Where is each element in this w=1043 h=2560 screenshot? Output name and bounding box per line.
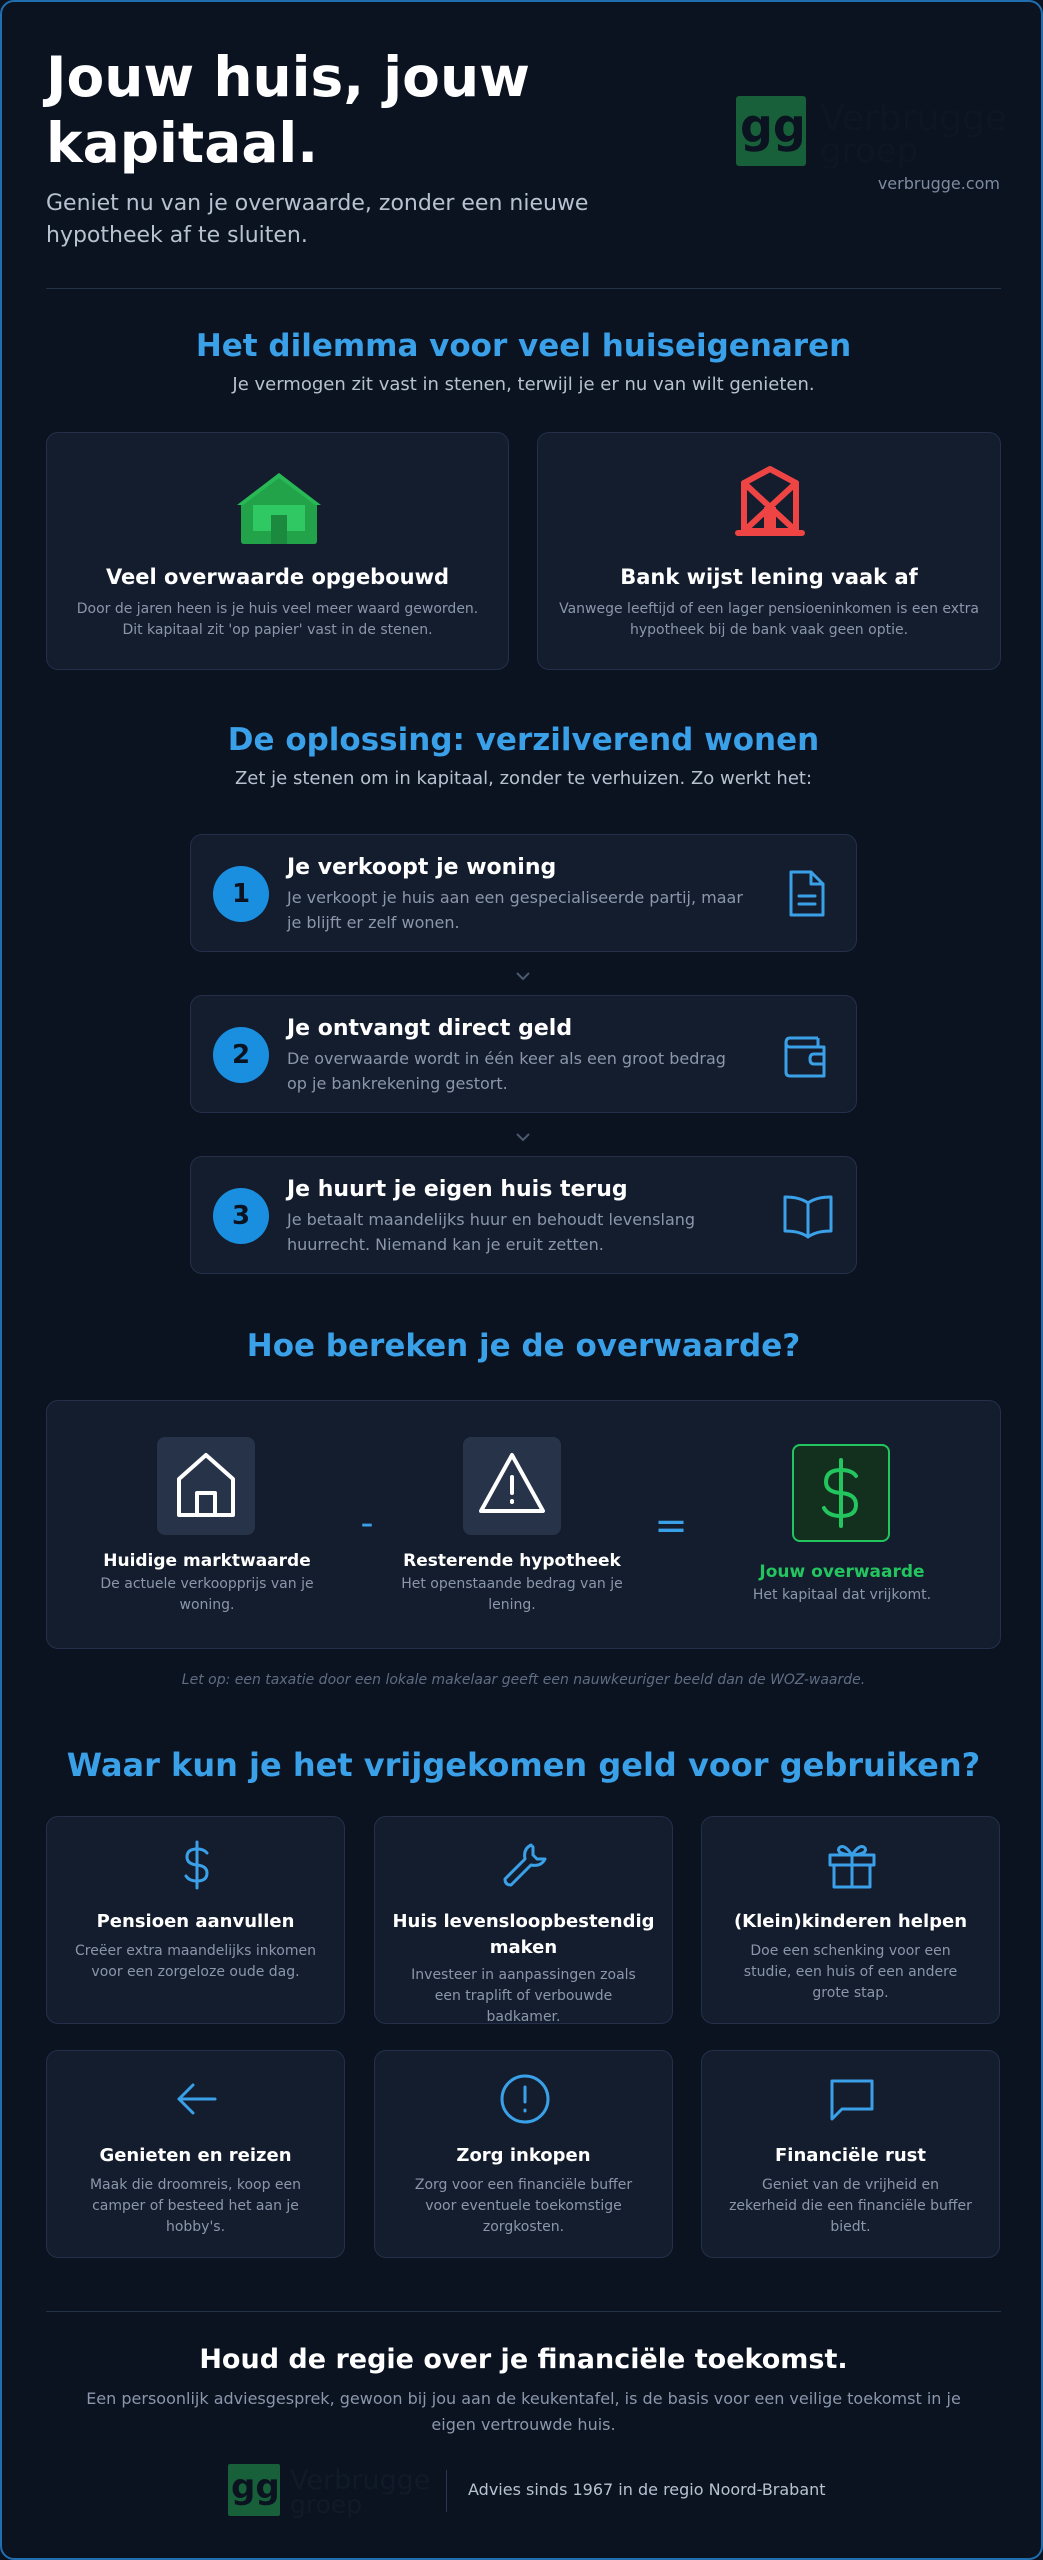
- wrench-icon: [499, 1839, 551, 1891]
- use-card-travel: [46, 2050, 345, 2258]
- use-card-care: [374, 2050, 673, 2258]
- use-card-home: [374, 1816, 673, 2024]
- document-icon: [782, 869, 830, 919]
- use-title: Huis levensloopbestendig maken: [392, 1911, 655, 1958]
- calc-desc: Het openstaande bedrag van je lening.: [401, 1576, 623, 1613]
- page-title: Jouw huis, jouw kapitaal.: [46, 45, 530, 175]
- use-desc: Geniet van de vrijheid en zekerheid die een financiële buffer biedt.: [729, 2177, 972, 2235]
- card-desc: Door de jaren heen is je huis veel meer waard geworden. Dit kapitaal zit 'op papier' vast in de stenen.: [76, 601, 479, 638]
- step-desc: Je verkoopt je huis aan een gespecialiseerde partij, maar je blijft er zelf wonen.: [287, 888, 743, 932]
- divider: [46, 288, 1001, 289]
- dilemma-title: Het dilemma voor veel huiseigenaren: [195, 328, 852, 364]
- svg-text:Verbrugge: Verbrugge: [290, 2465, 431, 2496]
- calculation-box: [46, 1400, 1001, 1649]
- bank-blocked-icon: [734, 461, 806, 545]
- use-desc: Investeer in aanpassingen zoals een traplift of verbouwde badkamer.: [411, 1967, 636, 2025]
- use-desc: Creëer extra maandelijks inkomen voor een zorgeloze oude dag.: [75, 1943, 316, 1980]
- calc-label: Huidige marktwaarde: [103, 1551, 311, 1571]
- arrow-left-icon: [171, 2073, 223, 2125]
- dilemma-card-equity: [46, 432, 509, 670]
- use-title: (Klein)kinderen helpen: [733, 1911, 968, 1932]
- equals-sign: =: [654, 1503, 688, 1549]
- warning-icon: [463, 1437, 561, 1535]
- calc-desc: Het kapitaal dat vrijkomt.: [752, 1587, 932, 1603]
- book-icon: [782, 1191, 830, 1241]
- dollar-icon: [792, 1444, 890, 1542]
- step-title: Je huurt je eigen huis terug: [287, 1177, 628, 1202]
- step-desc: De overwaarde wordt in één keer als een groot bedrag op je bankrekening gestort.: [287, 1049, 726, 1093]
- message-icon: [826, 2073, 878, 2125]
- step-title: Je ontvangt direct geld: [287, 1016, 573, 1041]
- website-url[interactable]: verbrugge.com: [877, 174, 1000, 193]
- calculation-note: Let op: een taxatie door een lokale makelaar geeft een nauwkeuriger beeld dan de WOZ-waarde.: [181, 1672, 866, 1688]
- use-desc: Maak die droomreis, koop een camper of besteed het aan je hobby's.: [89, 2177, 302, 2235]
- step-number: 1: [213, 866, 269, 922]
- solution-subtitle: Zet je stenen om in kapitaal, zonder te verhuizen. Zo werkt het:: [234, 768, 813, 789]
- step-1: [190, 834, 857, 952]
- solution-title: De oplossing: verzilverend wonen: [227, 722, 820, 758]
- svg-text:gg: gg: [740, 99, 806, 153]
- house-outline-icon: [157, 1437, 255, 1535]
- use-desc: Doe een schenking voor een studie, een huis of een andere grote stap.: [743, 1943, 958, 2001]
- use-card-children: [701, 1816, 1000, 2024]
- step-desc: Je betaalt maandelijks huur en behoudt levenslang huurrecht. Niemand kan je eruit zetten.: [287, 1210, 696, 1254]
- svg-text:Verbrugge: Verbrugge: [820, 98, 1006, 139]
- card-title: Bank wijst lening vaak af: [620, 565, 918, 589]
- brand-logo[interactable]: [736, 94, 1006, 172]
- footer-logo[interactable]: [228, 2462, 432, 2522]
- step-3: [190, 1156, 857, 1274]
- chevron-down-icon: [508, 968, 538, 984]
- dilemma-card-bank: [537, 432, 1001, 670]
- use-title: Genieten en reizen: [99, 2145, 292, 2166]
- use-card-pension: [46, 1816, 345, 2024]
- footer-title: Houd de regie over je financiële toekomst.: [199, 2344, 848, 2375]
- footer-desc: Een persoonlijk adviesgesprek, gewoon bij jou aan de keukentafel, is de basis voor een veilige toekomst in je eigen vertrouwde huis.: [86, 2389, 961, 2434]
- alert-circle-icon: [499, 2073, 551, 2125]
- house-icon: [235, 469, 323, 549]
- uses-title: Waar kun je het vrijgekomen geld voor gebruiken?: [66, 1746, 981, 1784]
- footer-separator: [446, 2470, 447, 2512]
- use-title: Financiële rust: [775, 2145, 926, 2166]
- svg-text:groep: groep: [820, 131, 919, 168]
- calc-label: Resterende hypotheek: [403, 1551, 621, 1571]
- use-desc: Zorg voor een financiële buffer voor eventuele toekomstige zorgkosten.: [414, 2177, 633, 2235]
- svg-text:gg: gg: [231, 2467, 280, 2507]
- use-title: Zorg inkopen: [456, 2145, 591, 2166]
- step-number: 2: [213, 1027, 269, 1083]
- card-title: Veel overwaarde opgebouwd: [105, 565, 450, 589]
- footer-note: Advies sinds 1967 in de regio Noord-Brabant: [468, 2480, 826, 2499]
- calc-label: Jouw overwaarde: [759, 1562, 925, 1582]
- calculation-title: Hoe bereken je de overwaarde?: [246, 1328, 801, 1364]
- card-desc: Vanwege leeftijd of een lager pensioeninkomen is een extra hypotheek bij de bank vaak geen optie.: [559, 601, 979, 638]
- step-title: Je verkoopt je woning: [287, 855, 557, 880]
- dollar-icon: [171, 1839, 223, 1891]
- wallet-icon: [782, 1030, 830, 1080]
- step-number: 3: [213, 1188, 269, 1244]
- chevron-down-icon: [508, 1129, 538, 1145]
- use-card-peace: [701, 2050, 1000, 2258]
- step-2: [190, 995, 857, 1113]
- minus-sign: -: [360, 1503, 374, 1544]
- divider: [46, 2311, 1001, 2312]
- svg-text:groep: groep: [290, 2490, 363, 2518]
- calc-desc: De actuele verkoopprijs van je woning.: [100, 1576, 314, 1613]
- use-title: Pensioen aanvullen: [96, 1911, 295, 1932]
- page-subtitle: Geniet nu van je overwaarde, zonder een nieuwe hypotheek af te sluiten.: [46, 191, 589, 248]
- dilemma-subtitle: Je vermogen zit vast in stenen, terwijl je er nu van wilt genieten.: [232, 374, 815, 395]
- gift-icon: [826, 1839, 878, 1891]
